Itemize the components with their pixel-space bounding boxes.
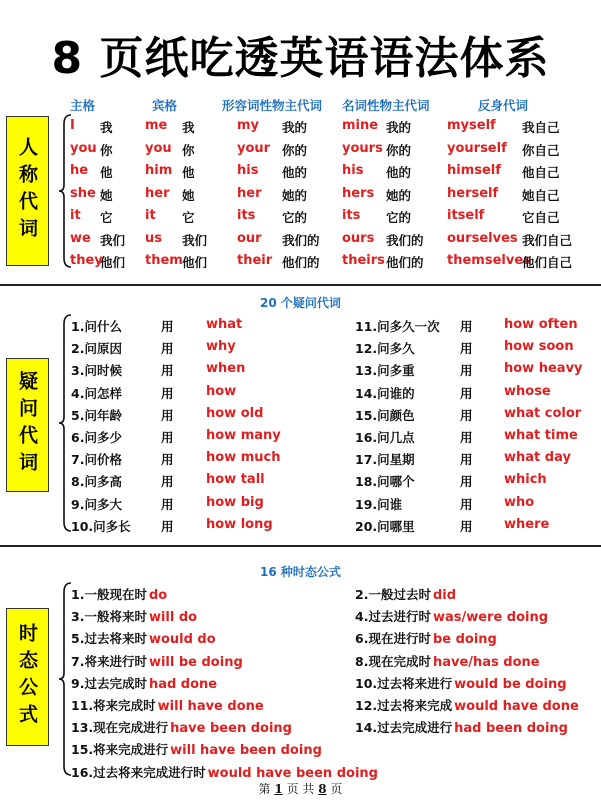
question-answer: whose [504,383,551,399]
pronoun-english: my [237,118,260,133]
pronoun-chinese: 她 [182,187,195,203]
tense-name: 11.将来完成时 [71,698,156,713]
tense-name: 3.一般将来时 [71,609,147,625]
pronoun-header: 宾格 [152,98,178,113]
pronoun-english: his [342,163,364,178]
tense-label-box [6,608,49,746]
pronoun-english: yours [342,140,383,156]
question-use-label: 用 [460,474,473,490]
question-item: 7.问价格 [71,452,122,468]
question-use-label: 用 [460,452,473,468]
question-use-label: 用 [161,430,174,445]
tense-row [71,739,322,758]
pronoun-chinese: 你 [182,142,195,158]
tense-row [71,695,264,714]
tense-name: 9.过去完成时 [71,675,147,691]
footer-post: 页 [330,782,343,796]
pronoun-english: themselves [447,253,531,268]
pronoun-english: her [237,185,262,201]
pronoun-chinese: 它的 [282,210,308,225]
tense-name: 1.一般现在时 [71,587,147,602]
pronoun-english: him [145,163,173,178]
tense-name: 13.现在完成进行 [71,720,169,736]
tense-name: 8.现在完成时 [355,653,431,669]
tense-formula: have been doing [170,721,292,737]
tense-formula: would have done [454,699,579,714]
question-item: 14.问谁的 [355,385,415,401]
pronoun-english: their [237,253,273,268]
tense-row [71,606,197,625]
pronoun-english: hers [342,185,375,201]
question-item: 17.问星期 [355,452,415,468]
tense-formula: had been doing [454,721,568,737]
tense-row [355,651,540,670]
pronoun-english: yourself [447,140,507,156]
pronoun-header: 主格 [70,98,96,113]
pronoun-english: theirs [342,253,385,268]
question-label-box [6,358,49,492]
question-item: 16.问几点 [355,430,415,445]
question-answer: how old [206,405,264,421]
footer-page-number: 1 [274,782,283,796]
pronoun-english: it [145,208,156,223]
tense-row [71,762,378,781]
pronoun-english: mine [342,118,379,133]
question-answer: what day [504,450,571,466]
tense-formula: do [148,588,168,603]
tense-name: 12.过去将来完成 [355,698,453,713]
tense-row [71,584,167,603]
pronoun-english: me [145,118,168,133]
tense-row [355,606,548,625]
pronoun-header: 反身代词 [478,98,529,113]
pronoun-english: its [342,208,361,223]
pronoun-label-box [6,116,49,266]
question-use-label: 用 [460,363,473,379]
question-item: 3.问时候 [71,363,122,379]
tense-name: 15.将来完成进行 [71,742,169,758]
pronoun-chinese: 他的 [386,165,412,180]
question-use-label: 用 [460,385,473,401]
tense-name: 6.现在进行时 [355,631,431,647]
question-answer: how many [206,428,281,443]
tense-formula: will do [148,610,198,626]
tense-name: 5.过去将来时 [71,631,147,647]
tense-formula: will have been doing [170,743,322,759]
pronoun-english: myself [447,118,496,133]
question-item: 12.问多久 [355,341,415,357]
pronoun-chinese: 她自己 [522,187,560,203]
pronoun-chinese: 他们 [182,255,208,270]
question-item: 9.问多大 [71,496,122,512]
tense-formula: will be doing [148,654,243,670]
pronoun-chinese: 我自己 [522,120,560,135]
pronoun-english: its [237,208,256,223]
question-use-label: 用 [161,407,174,423]
divider-1 [0,284,601,286]
tense-row [355,584,456,603]
tense-row [71,717,292,736]
question-item: 4.问怎样 [71,385,122,401]
pronoun-chinese: 她 [100,187,113,203]
pronoun-english: his [237,163,259,178]
tense-row [355,717,568,736]
pronoun-chinese: 它 [100,210,113,225]
question-item: 18.问哪个 [355,474,415,490]
question-answer: how much [206,450,281,466]
question-use-label: 用 [460,430,473,445]
pronoun-chinese: 他 [100,165,113,180]
question-use-label: 用 [460,496,473,512]
pronoun-chinese: 她的 [386,187,412,203]
tense-formula: would have been doing [207,765,378,781]
question-use-label: 用 [161,385,174,401]
tense-row [355,695,579,714]
question-answer: how long [206,516,273,532]
pronoun-chinese: 我们的 [282,232,320,248]
pronoun-chinese: 你自己 [522,142,560,158]
pronoun-english: them [145,253,183,268]
question-answer: how often [504,317,578,332]
pronoun-english: ours [342,230,375,246]
pronoun-chinese: 我的 [282,120,308,135]
question-use-label: 用 [161,319,174,334]
question-answer: how [206,383,237,399]
pronoun-chinese: 他们自己 [522,255,573,270]
question-answer: what time [504,428,578,443]
question-answer: how soon [504,339,574,355]
tense-row [71,673,217,692]
question-use-label: 用 [161,452,174,468]
pronoun-chinese: 她的 [282,187,308,203]
question-item: 13.问多重 [355,363,415,379]
question-use-label: 用 [460,341,473,357]
tense-name: 16.过去将来完成进行时 [71,764,206,780]
pronoun-english: ourselves [447,230,518,246]
tense-name: 4.过去进行时 [355,609,431,625]
tense-formula: would do [148,632,216,648]
pronoun-english: they [70,253,103,268]
question-answer: why [206,339,236,355]
pronoun-chinese: 它的 [386,210,412,225]
pronoun-chinese: 你的 [386,142,412,158]
tense-formula: was/were doing [432,610,549,626]
pronoun-english: our [237,230,262,246]
question-item: 20.问哪里 [355,518,415,534]
question-item: 5.问年龄 [71,407,122,423]
page-footer [0,780,601,797]
pronoun-english: us [145,230,162,246]
question-item: 19.问谁 [355,496,403,512]
pronoun-chinese: 我们的 [386,232,424,248]
footer-pre: 第 [258,782,271,796]
pronoun-english: we [70,230,91,246]
question-use-label: 用 [161,363,174,379]
pronoun-english: itself [447,208,485,223]
footer-mid: 页 共 [286,782,315,796]
pronoun-english: he [70,163,89,178]
pronoun-chinese: 我 [100,120,113,135]
pronoun-chinese: 我们 [100,232,126,248]
tense-name: 2.一般过去时 [355,587,431,602]
question-answer: how big [206,494,264,510]
tense-formula: will have done [157,699,264,714]
pronoun-english: it [70,208,81,223]
curly-brace-icon [58,314,72,532]
question-answer: how tall [206,472,265,488]
question-item: 8.问多高 [71,474,122,490]
divider-2 [0,545,601,547]
tense-formula: have/has done [432,654,540,670]
tense-row [71,628,216,647]
curly-brace-icon [58,582,72,776]
tense-name: 14.过去完成进行 [355,720,453,736]
tense-row [71,651,243,670]
question-item: 1.问什么 [71,319,122,334]
pronoun-english: I [70,118,75,133]
pronoun-chinese: 我的 [386,120,412,135]
question-item: 15.问颜色 [355,407,415,423]
pronoun-chinese: 我们 [182,232,208,248]
pronoun-chinese: 我们自己 [522,232,573,248]
pronoun-header: 形容词性物主代词 [222,98,323,113]
pronoun-chinese: 你的 [282,142,308,158]
pronoun-chinese: 他们 [100,255,126,270]
pronoun-label: 人称代词 [16,137,38,245]
pronoun-chinese: 他们的 [386,255,424,270]
question-section-title: 20 个疑问代词 [260,296,341,310]
question-item: 6.问多少 [71,430,122,445]
pronoun-chinese: 他们的 [282,255,320,270]
pronoun-header: 名词性物主代词 [342,98,430,113]
tense-row [355,673,567,692]
question-use-label: 用 [161,341,174,357]
question-answer: which [504,472,547,488]
pronoun-english: himself [447,163,501,178]
footer-total-pages: 8 [318,782,327,796]
question-answer: what color [504,405,582,421]
pronoun-english: your [237,140,271,156]
question-answer: what [206,317,243,332]
tense-name: 7.将来进行时 [71,653,147,669]
tense-formula: would be doing [454,676,567,692]
question-answer: how heavy [504,361,583,377]
question-use-label: 用 [460,518,473,534]
question-item: 11.问多久一次 [355,319,440,334]
pronoun-chinese: 他自己 [522,165,560,180]
page-title: 8 页纸吃透英语语法体系 [51,33,550,84]
tense-formula: had done [148,676,218,692]
pronoun-english: you [145,140,172,156]
tense-label: 时态公式 [16,623,38,731]
question-item: 2.问原因 [71,341,122,357]
tense-formula: did [432,588,457,603]
question-use-label: 用 [161,496,174,512]
pronoun-english: her [145,185,170,201]
question-use-label: 用 [460,319,473,334]
tense-name: 10.过去将来进行 [355,675,453,691]
pronoun-chinese: 你 [100,142,113,158]
tense-section-title: 16 种时态公式 [260,565,341,579]
question-answer: when [206,361,246,377]
tense-formula: be doing [432,632,497,648]
pronoun-chinese: 我 [182,120,195,135]
pronoun-chinese: 它自己 [522,210,560,225]
pronoun-chinese: 它 [182,210,195,225]
question-use-label: 用 [161,518,174,534]
question-answer: who [504,494,535,510]
pronoun-chinese: 他的 [282,165,308,180]
pronoun-english: you [70,140,97,156]
pronoun-english: herself [447,185,499,201]
pronoun-chinese: 他 [182,165,195,180]
question-label: 疑问代词 [16,371,38,479]
pronoun-english: she [70,185,96,201]
question-item: 10.问多长 [71,518,131,534]
question-use-label: 用 [161,474,174,490]
question-use-label: 用 [460,407,473,423]
tense-row [355,628,497,647]
question-answer: where [504,516,550,532]
